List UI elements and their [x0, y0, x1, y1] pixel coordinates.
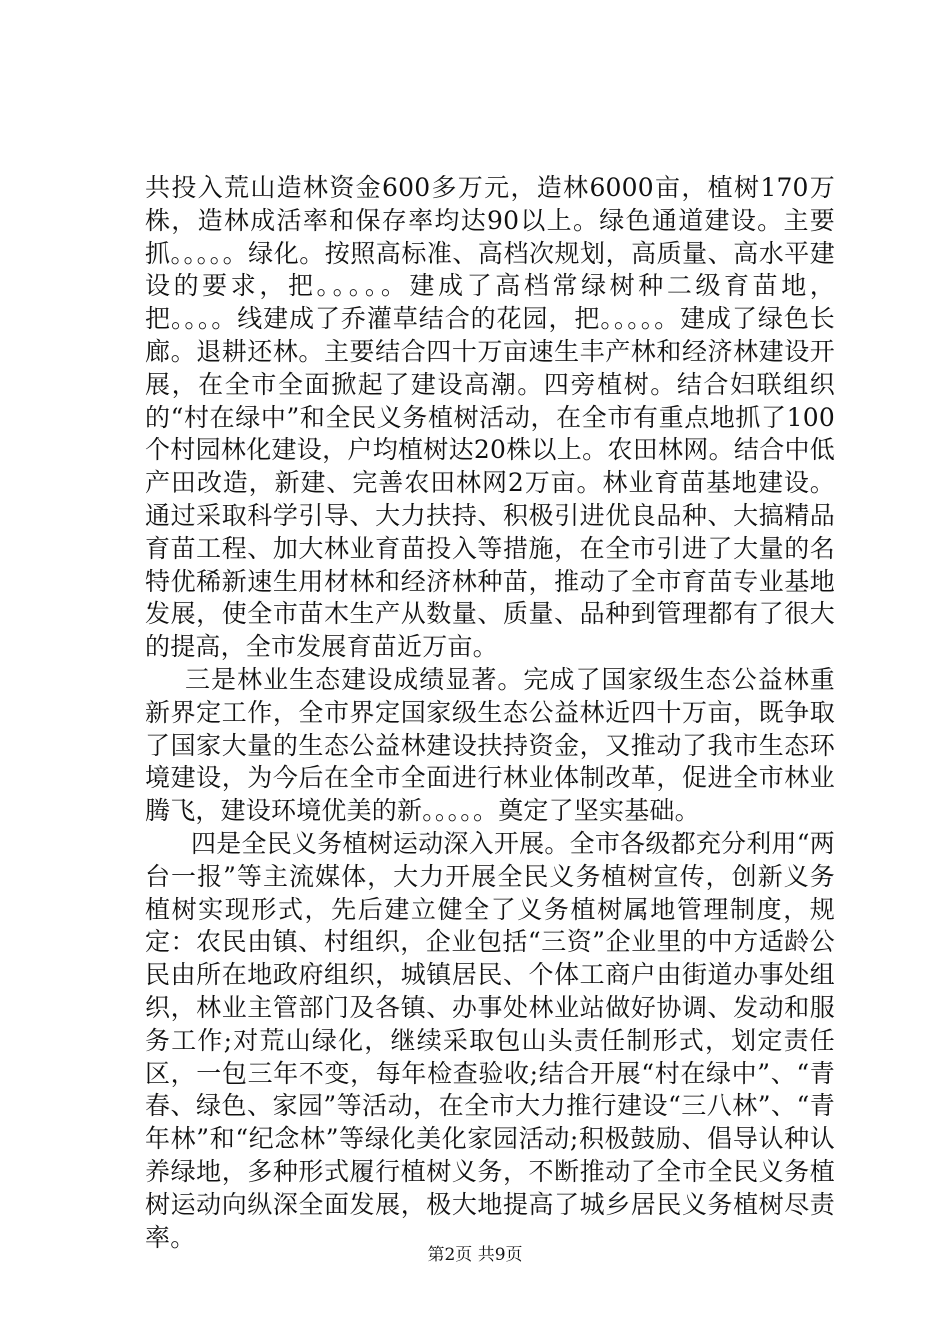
document-body: [145, 172, 835, 1254]
paragraph-voluntary-tree-planting: 四是全民义务植树运动深入开展。全市各级都充分利用“两台一报”等主流媒体，大力开展全民义务植树宣传，创新义务植树实现形式，先后建立健全了义务植树属地管理制度，规定：农民由镇、村组织，企业包括“三资”企业里的中方适龄公民由所在地政府组织，城镇居民、个体工商户由街道办事处组织，林业主管部门及各镇、办事处林业站做好协调、发动和服务工作;对荒山绿化，继续采取包山头责任制形式，划定责任区，一包三年不变，每年检查验收;结合开展“村在绿中”、“青春、绿色、家园”等活动，在全市大力推行建设“三八林”、“青年林”和“纪念林”等绿化美化家园活动;积极鼓励、倡导认种认养绿地，多种形式履行植树义务，不断推动了全市全民义务植树运动向纵深全面发展，极大地提高了城乡居民义务植树尽责率。: [145, 828, 835, 1252]
page-number-footer: 第2页 共9页: [427, 1245, 523, 1265]
paragraph-ecology-construction: 三是林业生态建设成绩显著。完成了国家级生态公益林重新界定工作，全市界定国家级生态公益林近四十万亩，既争取了国家大量的生态公益林建设扶持资金，又推动了我市生态环境建设，为今后在全市全面进行林业体制改革，促进全市林业腾飞，建设环境优美的新。。。。。奠定了坚实基础。: [145, 664, 835, 826]
paragraph-continuation: 共投入荒山造林资金600多万元，造林6000亩，植树170万株，造林成活率和保存率均达90以上。绿色通道建设。主要抓。。。。。绿化。按照高标准、高档次规划，高质量、高水平建设的要求，把。。。。。建成了高档常绿树种二级育苗地，把。。。。线建成了乔灌草结合的花园，把。。。。。建成了绿色长廊。退耕还林。主要结合四十万亩速生丰产林和经济林建设开展，在全市全面掀起了建设高潮。四旁植树。结合妇联组织的“村在绿中”和全民义务植树活动，在全市有重点地抓了100个村园林化建设，户均植树达20株以上。农田林网。结合中低产田改造，新建、完善农田林网2万亩。林业育苗基地建设。通过采取科学引导、大力扶持、积极引进优良品种、大搞精品育苗工程、加大林业育苗投入等措施，在全市引进了大量的名特优稀新速生用材林和经济林种苗，推动了全市育苗专业基地发展，使全市苗木生产从数量、质量、品种到管理都有了很大的提高，全市发展育苗近万亩。: [145, 173, 835, 662]
